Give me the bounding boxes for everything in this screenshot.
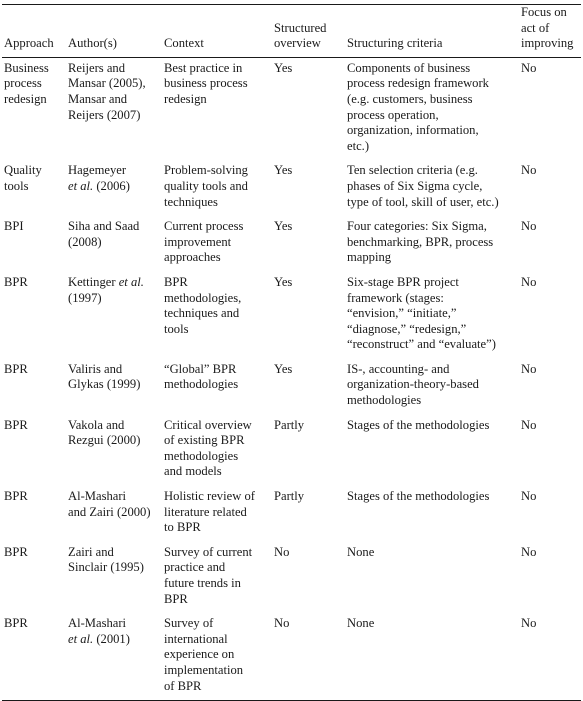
cell-context: Best practice in business process redesign: [164, 60, 248, 106]
cell-focus: No: [521, 274, 537, 289]
author-names: Kettinger: [68, 274, 119, 289]
cell-structuring-criteria: Six-stage BPR project framework (stages: “envision,” “initiate,” “diagnose,” “redesign,” “reconstruct” and “evaluate”): [347, 274, 496, 352]
cell-authors: [66, 272, 162, 359]
author-names: Al-Mashari and Zairi (2000): [68, 489, 151, 519]
header-structuring-criteria: Structuring criteria: [347, 36, 443, 51]
cell-structuring-criteria: Stages of the methodologies: [347, 417, 490, 432]
table-row: [2, 415, 581, 486]
table-row: [2, 486, 581, 542]
author-names: Siha and Saad (2008): [68, 219, 140, 249]
cell-context: “Global” BPR methodologies: [164, 361, 239, 392]
author-year: (2001): [93, 631, 130, 646]
table-row: [2, 57, 581, 160]
cell-authors: [66, 359, 162, 415]
cell-context: BPR methodologies, techniques and tools: [164, 274, 242, 336]
cell-approach: BPR: [4, 361, 28, 376]
cell-structured-overview: No: [274, 616, 290, 631]
cell-structuring-criteria: Ten selection criteria (e.g. phases of Six Sigma cycle, type of tool, skill of user, etc.): [347, 163, 499, 209]
cell-approach: BPI: [4, 219, 24, 234]
cell-focus: No: [521, 616, 537, 631]
table-row: [2, 272, 581, 359]
author-year: (1997): [68, 290, 102, 305]
cell-context: Survey of international experience on implementation of BPR: [164, 616, 244, 693]
header-authors: Author(s): [68, 36, 117, 51]
cell-structuring-criteria: Stages of the methodologies: [347, 489, 490, 504]
cell-focus: No: [521, 489, 537, 504]
cell-approach: Business process redesign: [4, 60, 49, 106]
author-names: Vakola and Rezgui (2000): [68, 417, 141, 448]
cell-authors: [66, 415, 162, 486]
cell-authors: [66, 486, 162, 542]
cell-structured-overview: Yes: [274, 163, 293, 178]
author-names: Hagemeyer: [68, 163, 127, 178]
cell-context: Current process improvement approaches: [164, 219, 244, 265]
cell-context: Critical overview of existing BPR methodologies and models: [164, 417, 252, 479]
cell-focus: No: [521, 544, 537, 559]
cell-approach: BPR: [4, 417, 28, 432]
author-year: (2006): [93, 178, 130, 193]
cell-authors: [66, 216, 162, 272]
cell-focus: No: [521, 219, 537, 234]
cell-approach: BPR: [4, 616, 28, 631]
cell-structuring-criteria: IS-, accounting- and organization-theory-based methodologies: [347, 361, 479, 408]
cell-structured-overview: Yes: [274, 60, 293, 75]
cell-authors: [66, 542, 162, 613]
header-context: Context: [164, 36, 204, 51]
cell-context: Survey of current practice and future trends in BPR: [164, 544, 253, 606]
author-names: Valiris and Glykas (1999): [68, 361, 141, 392]
table-body: [2, 57, 581, 700]
cell-authors: [66, 613, 162, 700]
table-row: [2, 160, 581, 216]
cell-focus: No: [521, 60, 537, 75]
author-names: Reijers and Mansar (2005), Mansar and Reijers (2007): [68, 60, 146, 122]
cell-authors: [66, 57, 162, 160]
table-row: [2, 216, 581, 272]
table-row: [2, 613, 581, 700]
cell-approach: BPR: [4, 544, 28, 559]
table-row: [2, 542, 581, 613]
header-approach: Approach: [4, 36, 54, 51]
header-row: [2, 5, 581, 58]
cell-structured-overview: Partly: [274, 417, 305, 432]
author-names: Al-Mashari: [68, 616, 127, 631]
literature-review-table: [2, 4, 581, 701]
header-structured-overview: Structured overview: [274, 20, 327, 51]
cell-structured-overview: Yes: [274, 361, 293, 376]
author-et-al: et al.: [68, 631, 94, 646]
cell-structured-overview: No: [274, 544, 290, 559]
author-et-al: et al.: [118, 274, 144, 289]
header-focus: Focus on act of improving: [521, 5, 574, 51]
cell-structured-overview: Partly: [274, 489, 305, 504]
table-row: [2, 359, 581, 415]
cell-context: Problem-solving quality tools and techniques: [164, 163, 248, 209]
author-et-al: et al.: [68, 178, 94, 193]
cell-structured-overview: Yes: [274, 219, 293, 234]
cell-structured-overview: Yes: [274, 274, 293, 289]
cell-approach: BPR: [4, 489, 28, 504]
cell-structuring-criteria: Four categories: Six Sigma, benchmarking, BPR, process mapping: [347, 219, 494, 265]
cell-approach: BPR: [4, 274, 28, 289]
cell-approach: Quality tools: [4, 163, 42, 193]
cell-structuring-criteria: Components of business process redesign framework (e.g. customers, business process operation, organization, information, etc.): [347, 60, 489, 153]
cell-focus: No: [521, 417, 537, 432]
cell-focus: No: [521, 361, 537, 376]
cell-focus: No: [521, 163, 537, 178]
cell-authors: [66, 160, 162, 216]
cell-structuring-criteria: None: [347, 616, 375, 631]
cell-structuring-criteria: None: [347, 544, 375, 559]
author-names: Zairi and Sinclair (1995): [68, 544, 144, 575]
cell-context: Holistic review of literature related to BPR: [164, 489, 255, 535]
